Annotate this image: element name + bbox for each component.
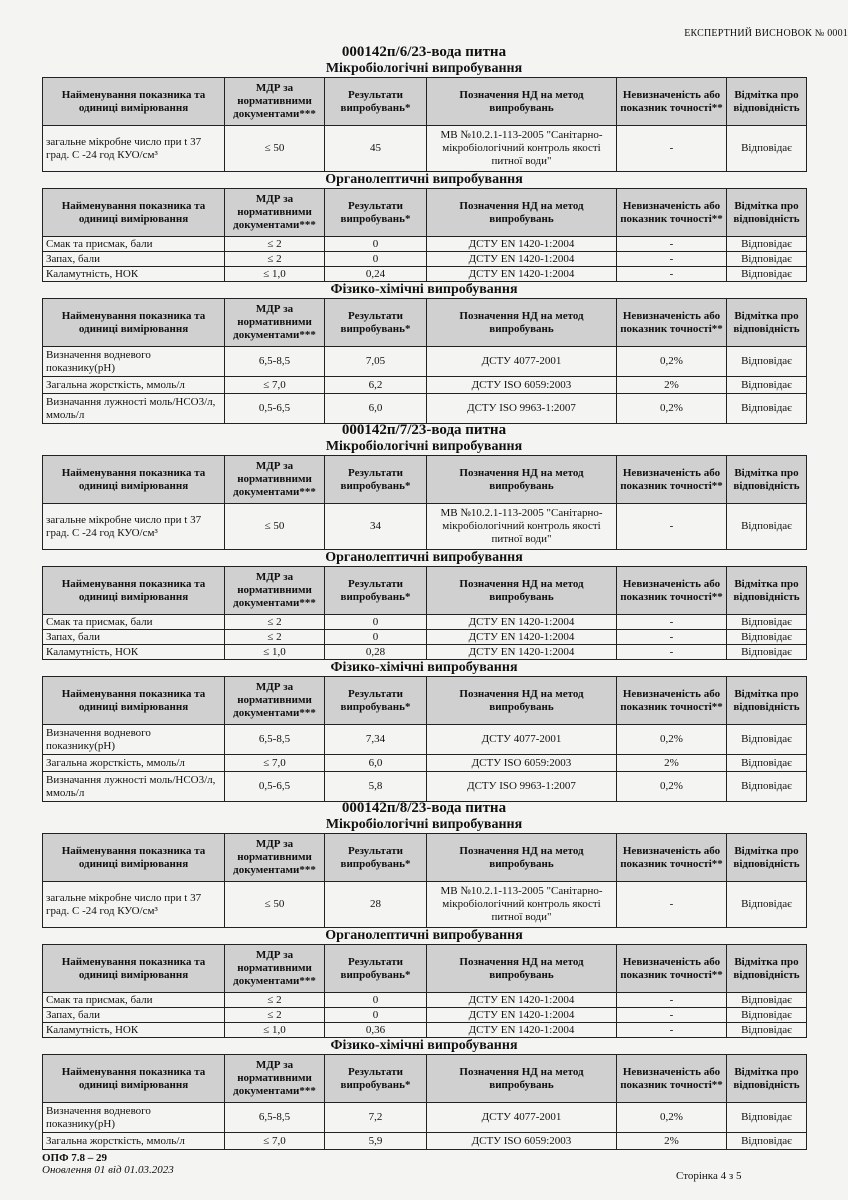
column-header-uncert: Невизначеність або показник точності** xyxy=(617,945,727,993)
organo-table xyxy=(42,944,807,1038)
cell-name: Каламутність, НОК xyxy=(43,267,225,282)
cell-mdr: ≤ 50 xyxy=(225,504,325,550)
column-header-uncert: Невизначеність або показник точності** xyxy=(617,677,727,725)
table-header-row xyxy=(43,456,807,504)
cell-conform: Відповідає xyxy=(727,237,807,252)
section-title-organo: Органолептичні випробування xyxy=(325,928,523,943)
section-title-physchem: Фізико-хімічні випробування xyxy=(330,660,518,675)
column-header-mdr: МДР за нормативними документами*** xyxy=(225,1055,325,1103)
cell-result: 7,2 xyxy=(325,1103,427,1133)
cell-method: ДСТУ ISO 6059:2003 xyxy=(427,377,617,394)
column-header-mdr: МДР за нормативними документами*** xyxy=(225,456,325,504)
column-header-conform: Відмітка про відповідність xyxy=(727,299,807,347)
cell-uncert: - xyxy=(617,1023,727,1038)
column-header-result: Результати випробувань* xyxy=(325,78,427,126)
cell-conform: Відповідає xyxy=(727,347,807,377)
cell-name: Смак та присмак, бали xyxy=(43,615,225,630)
table-row xyxy=(43,993,807,1008)
section-title-micro: Мікробіологічні випробування xyxy=(325,61,523,76)
cell-name: загальне мікробне число при t 37 град. С -24 год КУО/см³ xyxy=(43,882,225,928)
micro-table xyxy=(42,455,807,550)
sample-block-3 xyxy=(42,800,806,1150)
column-header-uncert: Невизначеність або показник точності** xyxy=(617,1055,727,1103)
table-row xyxy=(43,377,807,394)
cell-mdr: ≤ 50 xyxy=(225,882,325,928)
table-header-row xyxy=(43,1055,807,1103)
column-header-method: Позначення НД на метод випробувань xyxy=(427,299,617,347)
table-row xyxy=(43,645,807,660)
table-row xyxy=(43,394,807,424)
cell-conform: Відповідає xyxy=(727,615,807,630)
section-title-organo: Органолептичні випробування xyxy=(325,550,523,565)
cell-mdr: ≤ 2 xyxy=(225,993,325,1008)
column-header-name: Найменування показника та одиниці вимірювання xyxy=(43,677,225,725)
column-header-conform: Відмітка про відповідність xyxy=(727,567,807,615)
table-header-row xyxy=(43,567,807,615)
column-header-method: Позначення НД на метод випробувань xyxy=(427,456,617,504)
cell-result: 0 xyxy=(325,1008,427,1023)
cell-uncert: 2% xyxy=(617,1133,727,1150)
physchem-table xyxy=(42,676,807,802)
column-header-result: Результати випробувань* xyxy=(325,834,427,882)
column-header-conform: Відмітка про відповідність xyxy=(727,945,807,993)
cell-result: 45 xyxy=(325,126,427,172)
cell-uncert: - xyxy=(617,126,727,172)
cell-name: Смак та присмак, бали xyxy=(43,237,225,252)
cell-uncert: - xyxy=(617,1008,727,1023)
cell-method: ДСТУ 4077-2001 xyxy=(427,1103,617,1133)
cell-method: ДСТУ EN 1420-1:2004 xyxy=(427,630,617,645)
cell-uncert: - xyxy=(617,630,727,645)
table-row xyxy=(43,237,807,252)
cell-method: ДСТУ EN 1420-1:2004 xyxy=(427,615,617,630)
cell-uncert: - xyxy=(617,237,727,252)
cell-mdr: ≤ 7,0 xyxy=(225,377,325,394)
cell-name: Визначення водневого показнику(pH) xyxy=(43,725,225,755)
cell-mdr: ≤ 1,0 xyxy=(225,1023,325,1038)
cell-uncert: - xyxy=(617,993,727,1008)
cell-name: Загальна жорсткість, ммоль/л xyxy=(43,755,225,772)
cell-result: 0 xyxy=(325,237,427,252)
column-header-method: Позначення НД на метод випробувань xyxy=(427,834,617,882)
cell-conform: Відповідає xyxy=(727,504,807,550)
cell-conform: Відповідає xyxy=(727,1023,807,1038)
cell-name: Визначання лужності моль/НСО3/л, ммоль/л xyxy=(43,772,225,802)
cell-mdr: ≤ 2 xyxy=(225,615,325,630)
cell-conform: Відповідає xyxy=(727,394,807,424)
cell-conform: Відповідає xyxy=(727,126,807,172)
table-row xyxy=(43,1103,807,1133)
cell-mdr: ≤ 2 xyxy=(225,1008,325,1023)
cell-uncert: 0,2% xyxy=(617,1103,727,1133)
cell-name: Загальна жорсткість, ммоль/л xyxy=(43,377,225,394)
cell-mdr: ≤ 2 xyxy=(225,630,325,645)
column-header-conform: Відмітка про відповідність xyxy=(727,189,807,237)
cell-uncert: 2% xyxy=(617,377,727,394)
table-header-row xyxy=(43,78,807,126)
cell-mdr: 0,5-6,5 xyxy=(225,394,325,424)
cell-result: 0,24 xyxy=(325,267,427,282)
column-header-uncert: Невизначеність або показник точності** xyxy=(617,189,727,237)
table-header-row xyxy=(43,299,807,347)
cell-result: 0 xyxy=(325,252,427,267)
physchem-table xyxy=(42,298,807,424)
cell-name: Каламутність, НОК xyxy=(43,645,225,660)
column-header-uncert: Невизначеність або показник точності** xyxy=(617,567,727,615)
column-header-mdr: МДР за нормативними документами*** xyxy=(225,677,325,725)
table-row xyxy=(43,347,807,377)
table-row xyxy=(43,882,807,928)
cell-result: 34 xyxy=(325,504,427,550)
column-header-conform: Відмітка про відповідність xyxy=(727,78,807,126)
column-header-uncert: Невизначеність або показник точності** xyxy=(617,299,727,347)
column-header-result: Результати випробувань* xyxy=(325,567,427,615)
physchem-table xyxy=(42,1054,807,1150)
cell-conform: Відповідає xyxy=(727,645,807,660)
cell-mdr: ≤ 1,0 xyxy=(225,645,325,660)
cell-conform: Відповідає xyxy=(727,1103,807,1133)
column-header-mdr: МДР за нормативними документами*** xyxy=(225,567,325,615)
cell-method: ДСТУ EN 1420-1:2004 xyxy=(427,1008,617,1023)
cell-mdr: 6,5-8,5 xyxy=(225,347,325,377)
cell-name: Визначання лужності моль/НСО3/л, ммоль/л xyxy=(43,394,225,424)
cell-method: МВ №10.2.1-113-2005 "Санітарно-мікробіологічний контроль якості питної води" xyxy=(427,504,617,550)
cell-mdr: 6,5-8,5 xyxy=(225,1103,325,1133)
cell-name: Загальна жорсткість, ммоль/л xyxy=(43,1133,225,1150)
column-header-result: Результати випробувань* xyxy=(325,456,427,504)
column-header-method: Позначення НД на метод випробувань xyxy=(427,78,617,126)
cell-uncert: 2% xyxy=(617,755,727,772)
cell-conform: Відповідає xyxy=(727,1133,807,1150)
table-header-row xyxy=(43,677,807,725)
cell-name: Запах, бали xyxy=(43,1008,225,1023)
cell-uncert: - xyxy=(617,504,727,550)
column-header-method: Позначення НД на метод випробувань xyxy=(427,189,617,237)
cell-result: 6,0 xyxy=(325,755,427,772)
cell-mdr: 6,5-8,5 xyxy=(225,725,325,755)
table-row xyxy=(43,1133,807,1150)
cell-name: загальне мікробне число при t 37 град. С -24 год КУО/см³ xyxy=(43,504,225,550)
column-header-result: Результати випробувань* xyxy=(325,677,427,725)
section-title-micro: Мікробіологічні випробування xyxy=(325,439,523,454)
column-header-name: Найменування показника та одиниці вимірювання xyxy=(43,456,225,504)
column-header-method: Позначення НД на метод випробувань xyxy=(427,945,617,993)
cell-uncert: - xyxy=(617,882,727,928)
cell-uncert: - xyxy=(617,645,727,660)
table-row xyxy=(43,772,807,802)
table-row xyxy=(43,615,807,630)
column-header-name: Найменування показника та одиниці вимірювання xyxy=(43,834,225,882)
cell-conform: Відповідає xyxy=(727,993,807,1008)
table-row xyxy=(43,126,807,172)
cell-mdr: ≤ 7,0 xyxy=(225,755,325,772)
cell-conform: Відповідає xyxy=(727,252,807,267)
column-header-result: Результати випробувань* xyxy=(325,1055,427,1103)
table-row xyxy=(43,725,807,755)
table-row xyxy=(43,755,807,772)
cell-method: ДСТУ EN 1420-1:2004 xyxy=(427,993,617,1008)
micro-table xyxy=(42,77,807,172)
cell-result: 6,0 xyxy=(325,394,427,424)
cell-name: загальне мікробне число при t 37 град. С -24 год КУО/см³ xyxy=(43,126,225,172)
cell-method: МВ №10.2.1-113-2005 "Санітарно-мікробіологічний контроль якості питної води" xyxy=(427,882,617,928)
header-doc-ref: ЕКСПЕРТНИЙ ВИСНОВОК № 0001 xyxy=(684,28,848,39)
column-header-mdr: МДР за нормативними документами*** xyxy=(225,834,325,882)
cell-result: 5,8 xyxy=(325,772,427,802)
section-title-physchem: Фізико-хімічні випробування xyxy=(330,1038,518,1053)
sample-block-1 xyxy=(42,44,806,424)
cell-method: ДСТУ EN 1420-1:2004 xyxy=(427,645,617,660)
cell-result: 7,34 xyxy=(325,725,427,755)
cell-name: Визначення водневого показнику(pH) xyxy=(43,347,225,377)
cell-mdr: ≤ 2 xyxy=(225,252,325,267)
organo-table xyxy=(42,566,807,660)
column-header-name: Найменування показника та одиниці вимірювання xyxy=(43,1055,225,1103)
micro-table xyxy=(42,833,807,928)
cell-conform: Відповідає xyxy=(727,1008,807,1023)
cell-name: Смак та присмак, бали xyxy=(43,993,225,1008)
cell-uncert: - xyxy=(617,267,727,282)
cell-name: Каламутність, НОК xyxy=(43,1023,225,1038)
table-header-row xyxy=(43,189,807,237)
table-row xyxy=(43,630,807,645)
column-header-mdr: МДР за нормативними документами*** xyxy=(225,78,325,126)
column-header-result: Результати випробувань* xyxy=(325,299,427,347)
cell-method: ДСТУ 4077-2001 xyxy=(427,347,617,377)
cell-method: ДСТУ ISO 6059:2003 xyxy=(427,1133,617,1150)
table-row xyxy=(43,504,807,550)
column-header-uncert: Невизначеність або показник точності** xyxy=(617,78,727,126)
column-header-name: Найменування показника та одиниці вимірювання xyxy=(43,189,225,237)
table-header-row xyxy=(43,945,807,993)
page-number: Сторінка 4 з 5 xyxy=(676,1170,742,1182)
cell-result: 0 xyxy=(325,630,427,645)
footer-form-info xyxy=(42,1152,174,1176)
cell-mdr: ≤ 2 xyxy=(225,237,325,252)
column-header-conform: Відмітка про відповідність xyxy=(727,1055,807,1103)
column-header-name: Найменування показника та одиниці вимірювання xyxy=(43,78,225,126)
cell-conform: Відповідає xyxy=(727,377,807,394)
cell-mdr: 0,5-6,5 xyxy=(225,772,325,802)
cell-result: 5,9 xyxy=(325,1133,427,1150)
column-header-result: Результати випробувань* xyxy=(325,189,427,237)
column-header-result: Результати випробувань* xyxy=(325,945,427,993)
cell-result: 0,36 xyxy=(325,1023,427,1038)
column-header-method: Позначення НД на метод випробувань xyxy=(427,677,617,725)
sample-title: 000142п/6/23-вода питна xyxy=(341,44,507,60)
cell-uncert: 0,2% xyxy=(617,394,727,424)
cell-method: ДСТУ EN 1420-1:2004 xyxy=(427,237,617,252)
sample-title: 000142п/8/23-вода питна xyxy=(341,800,507,816)
cell-method: ДСТУ ISO 9963-1:2007 xyxy=(427,394,617,424)
cell-mdr: ≤ 1,0 xyxy=(225,267,325,282)
cell-name: Запах, бали xyxy=(43,630,225,645)
cell-result: 7,05 xyxy=(325,347,427,377)
cell-result: 0,28 xyxy=(325,645,427,660)
column-header-conform: Відмітка про відповідність xyxy=(727,677,807,725)
column-header-name: Найменування показника та одиниці вимірювання xyxy=(43,567,225,615)
column-header-method: Позначення НД на метод випробувань xyxy=(427,567,617,615)
column-header-uncert: Невизначеність або показник точності** xyxy=(617,834,727,882)
column-header-conform: Відмітка про відповідність xyxy=(727,456,807,504)
column-header-conform: Відмітка про відповідність xyxy=(727,834,807,882)
cell-result: 0 xyxy=(325,993,427,1008)
cell-uncert: 0,2% xyxy=(617,347,727,377)
cell-name: Запах, бали xyxy=(43,252,225,267)
section-title-physchem: Фізико-хімічні випробування xyxy=(330,282,518,297)
cell-method: ДСТУ EN 1420-1:2004 xyxy=(427,1023,617,1038)
table-row xyxy=(43,1008,807,1023)
cell-mdr: ≤ 50 xyxy=(225,126,325,172)
cell-result: 0 xyxy=(325,615,427,630)
cell-conform: Відповідає xyxy=(727,725,807,755)
organo-table xyxy=(42,188,807,282)
cell-uncert: - xyxy=(617,252,727,267)
column-header-uncert: Невизначеність або показник точності** xyxy=(617,456,727,504)
cell-result: 6,2 xyxy=(325,377,427,394)
cell-mdr: ≤ 7,0 xyxy=(225,1133,325,1150)
cell-method: ДСТУ EN 1420-1:2004 xyxy=(427,267,617,282)
update-note: Оновлення 01 від 01.03.2023 xyxy=(42,1164,174,1176)
column-header-name: Найменування показника та одиниці вимірювання xyxy=(43,299,225,347)
column-header-mdr: МДР за нормативними документами*** xyxy=(225,299,325,347)
form-code: ОПФ 7.8 – 29 xyxy=(42,1152,108,1164)
column-header-mdr: МДР за нормативними документами*** xyxy=(225,189,325,237)
sample-title: 000142п/7/23-вода питна xyxy=(341,422,507,438)
cell-conform: Відповідає xyxy=(727,630,807,645)
cell-method: МВ №10.2.1-113-2005 "Санітарно-мікробіологічний контроль якості питної води" xyxy=(427,126,617,172)
cell-conform: Відповідає xyxy=(727,772,807,802)
table-row xyxy=(43,1023,807,1038)
cell-uncert: 0,2% xyxy=(617,772,727,802)
cell-method: ДСТУ EN 1420-1:2004 xyxy=(427,252,617,267)
column-header-method: Позначення НД на метод випробувань xyxy=(427,1055,617,1103)
cell-name: Визначення водневого показнику(pH) xyxy=(43,1103,225,1133)
cell-conform: Відповідає xyxy=(727,882,807,928)
cell-method: ДСТУ ISO 6059:2003 xyxy=(427,755,617,772)
table-row xyxy=(43,267,807,282)
cell-uncert: - xyxy=(617,615,727,630)
cell-result: 28 xyxy=(325,882,427,928)
column-header-name: Найменування показника та одиниці вимірювання xyxy=(43,945,225,993)
table-row xyxy=(43,252,807,267)
table-header-row xyxy=(43,834,807,882)
sample-block-2 xyxy=(42,422,806,802)
cell-conform: Відповідає xyxy=(727,267,807,282)
section-title-organo: Органолептичні випробування xyxy=(325,172,523,187)
column-header-mdr: МДР за нормативними документами*** xyxy=(225,945,325,993)
cell-method: ДСТУ 4077-2001 xyxy=(427,725,617,755)
cell-conform: Відповідає xyxy=(727,755,807,772)
cell-method: ДСТУ ISO 9963-1:2007 xyxy=(427,772,617,802)
section-title-micro: Мікробіологічні випробування xyxy=(325,817,523,832)
cell-uncert: 0,2% xyxy=(617,725,727,755)
